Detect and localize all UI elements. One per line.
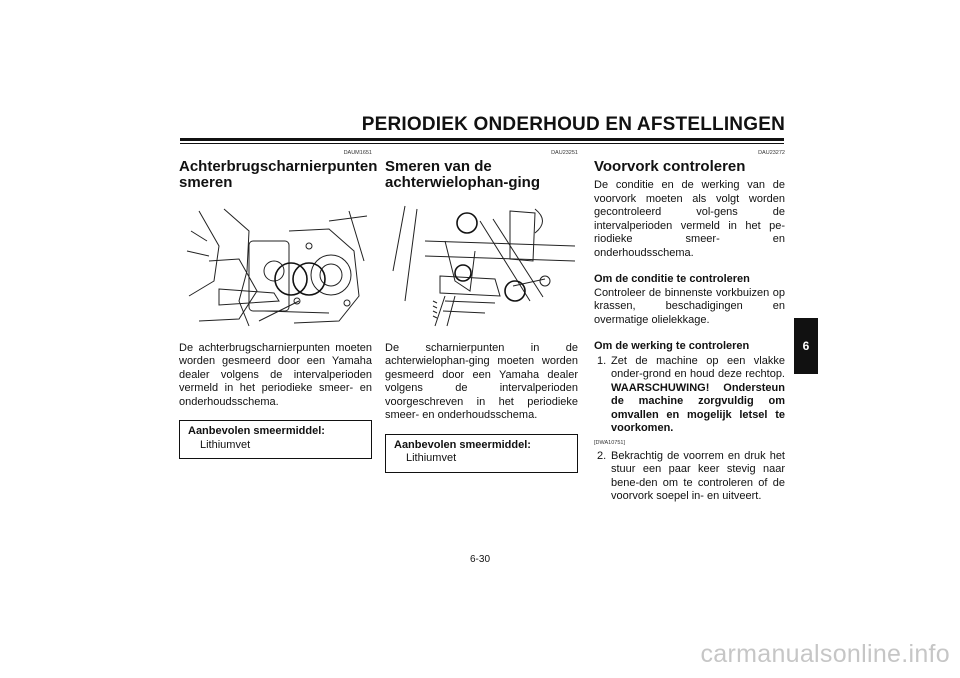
watermark-link[interactable]: carmanualsonline.info [700,640,950,668]
steps-list [594,355,785,504]
pivot-circle-2 [293,263,325,295]
list-item [594,355,785,436]
step-number: 2. [597,449,607,462]
middle-column [385,150,578,473]
header-rule-thin [180,143,784,144]
chapter-side-tab: 6 [794,318,818,374]
left-column [179,150,378,459]
section-code: DAUM1651 [343,150,372,156]
list-item [594,450,785,504]
warning-text: WAARSCHUWING! Ondersteun de machine zorgvuldig om omvallen en mogelijk letsel te voorkomen. [611,381,785,434]
right-column [594,150,785,504]
section-title: Achterbrugscharnierpunten smeren [179,158,378,191]
lubricant-value: Lithiumvet [406,452,457,464]
lubricant-title: Aanbevolen smeermiddel: [188,425,325,437]
section-code: DAU23251 [551,150,578,156]
header-rule-thick [180,138,784,141]
step-text: Zet de machine op een vlakke onder-grond en houd deze rechtop. [611,354,785,380]
lubricant-box [179,420,372,459]
swingarm-pivot-illustration [179,201,372,329]
section-intro: De conditie en de werking van de voorvork moeten als volgt worden gecontroleerd vol-gens de intervalperioden vermeld in het pe-riodieke smeer- en onderhoudsschema. [594,179,785,259]
section-title: Voorvork controleren [594,158,746,175]
section-code: DAU23272 [758,150,785,156]
step-text: Bekrachtig de voorrem en druk het stuur een paar keer stevig naar bene-den om te controleren of de voorvork soepel in- en uitveert. [611,449,785,502]
pivot-circle-1 [457,213,477,233]
section-body: De scharnierpunten in de achterwielophan-ging moeten worden gesmeerd door een Yamaha dealer volgens de intervalperioden voorgeschreven in het periodieke smeer- en onderhoudsschema. [385,341,578,421]
pivot-circle-2 [455,265,471,281]
lubricant-value: Lithiumvet [200,438,251,451]
operation-heading: Om de werking te controleren [594,340,750,352]
rear-suspension-illustration [385,201,578,329]
pivot-circle-3 [505,281,525,301]
condition-heading: Om de conditie te controleren [594,273,750,285]
page-number: 6-30 [469,554,490,565]
condition-text: Controleer de binnenste vorkbuizen op krassen, beschadigingen en overmatige olielekkage. [594,286,785,326]
page-header-title: PERIODIEK ONDERHOUD EN AFSTELLINGEN [361,114,785,135]
warning-code: [DWA10751] [594,439,625,446]
step-number: 1. [597,354,607,367]
lubricant-title: Aanbevolen smeermiddel: [394,438,531,451]
section-body: De achterbrugscharnierpunten moeten worden gesmeerd door een Yamaha dealer volgens de intervalperioden vermeld in het periodieke smeer- en onderhoudsschema. [179,341,372,408]
section-title: Smeren van de achterwielophan-ging [385,158,541,191]
lubricant-box [385,434,578,473]
